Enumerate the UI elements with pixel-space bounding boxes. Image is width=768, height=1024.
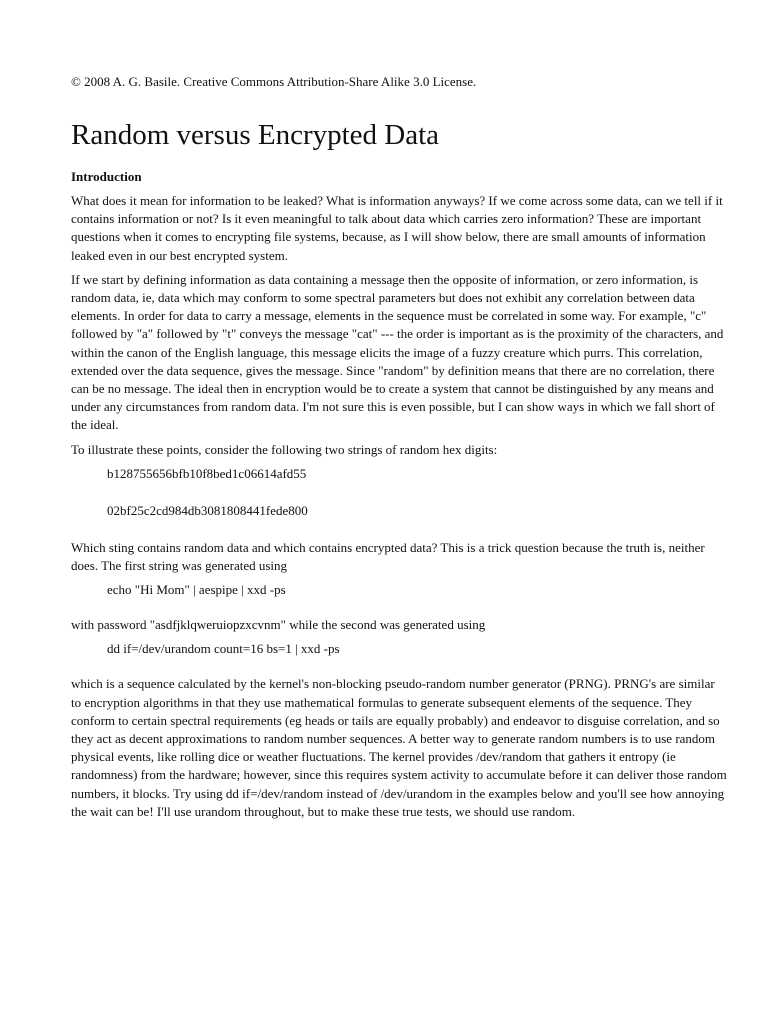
document-page: [71, 73, 727, 821]
paragraph-trick-question: Which sting contains random data and which contains encrypted data? This is a trick question because the truth is, neither does. The first string was generated using: [71, 539, 705, 574]
section-heading-introduction: Introduction: [71, 169, 142, 184]
paragraph-illustrate: To illustrate these points, consider the following two strings of random hex digits:: [71, 441, 498, 457]
copyright-notice: © 2008 A. G. Basile. Creative Commons Attribution-Share Alike 3.0 License.: [71, 74, 477, 89]
code-echo-command: echo "Hi Mom" | aespipe | xxd -ps: [107, 582, 286, 598]
document-title: Random versus Encrypted Data: [71, 119, 440, 151]
code-dd-command: dd if=/dev/urandom count=16 bs=1 | xxd -ps: [107, 641, 340, 657]
paragraph-prng: which is a sequence calculated by the kernel's non-blocking pseudo-random number generator (PRNG). PRNG's are similar to encryption algorithms in that they use mathematical formulas to generate subsequent elements of the sequence. They conform to certain spectral requirements (eg heads or tails are equally probably) and endeavor to disguise correlation, and so they act as decent approximations to random number sequences. A better way to generate random numbers is to use random physical events, like rolling dice or weather fluctuations. The kernel provides /dev/random that gathers it entropy (ie randomness) from the hardware; however, since this requires system activity to accumulate before it can deliver those random numbers, it blocks. Try using dd if=/dev/random instead of /dev/urandom in the examples below and you'll see how annoying the wait can be! I'll use urandom throughout, but to make these true tests, we should use random.: [71, 676, 727, 819]
paragraph-intro: What does it mean for information to be leaked? What is information anyways? If we come across some data, can we tell if it contains information or not? Is it even meaningful to talk about data which carries zero information? These are important questions when it comes to encrypting file systems, because, as I will show below, there are small amounts of information leaked even in our best encrypted system.: [71, 193, 723, 263]
code-hex-string-2: 02bf25c2cd984db3081808441fede800: [107, 502, 308, 518]
paragraph-definition: If we start by defining information as data containing a message then the opposite of information, or zero information, is random data, ie, data which may conform to some spectral parameters but does not exhibit any correlation between data elements. In order for data to carry a message, elements in the sequence must be correlated in some way. For example, "c" followed by "a" followed by "t" conveys the message "cat" --- the order is important as is the proximity of the characters, and within the canon of the English language, this message elicits the image of a fuzzy creature which purrs. This correlation, extended over the data sequence, gives the message. Since "random" by definition means that there are no correlation, there can be no message. The ideal then in encryption would be to create a system that cannot be distinguished by any means and under any circumstances from random data. I'm not sure this is even possible, but I can show ways in which we fall short of the ideal.: [71, 271, 724, 433]
code-hex-string-1: b128755656bfb10f8bed1c06614afd55: [107, 465, 307, 481]
paragraph-password: with password "asdfjklqweruiopzxcvnm" while the second was generated using: [71, 617, 486, 633]
